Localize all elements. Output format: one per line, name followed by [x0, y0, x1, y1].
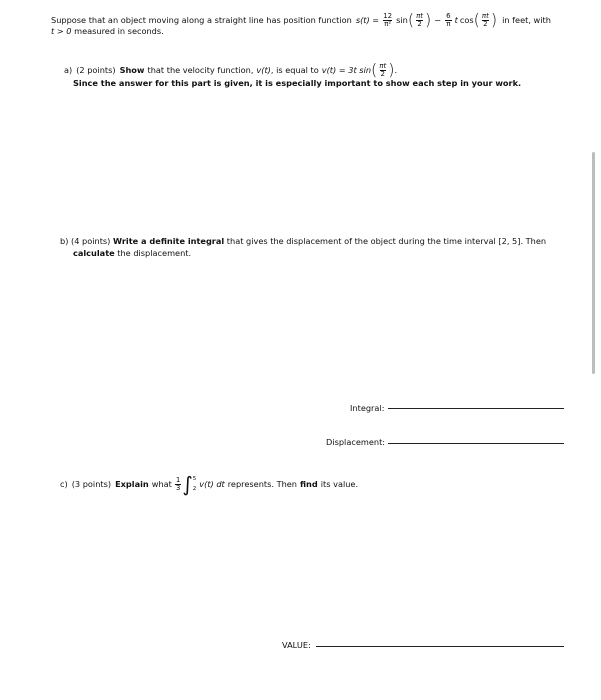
intro-tail-text: in feet, with — [502, 15, 551, 25]
velocity-arg-numerator: πt — [379, 61, 387, 70]
coefficient-fraction-2 — [445, 13, 451, 28]
part-b-verb-2: calculate — [73, 248, 115, 258]
fraction-denominator: 3 — [175, 483, 181, 492]
velocity-name: v(t) — [256, 65, 271, 75]
cos-arg-numerator: πt — [481, 11, 489, 20]
part-b-line-2 — [73, 248, 191, 258]
part-a-note: Since the answer for this part is given, it is especially important to show each step in your work. — [73, 78, 522, 88]
part-a-label: a) — [64, 65, 73, 75]
lower-limit: 2 — [192, 486, 197, 492]
part-a-line-1: a) (2 points) Show that the velocity function, v(t) , is equal to v(t) = 3t sin ( $\frac{\pi t}{2}$ ) . — [64, 60, 398, 79]
upper-limit: 5 — [192, 475, 197, 482]
part-b-points: (4 points) — [71, 236, 111, 246]
velocity-arg-denominator: 2 — [380, 69, 385, 78]
cos-argument — [481, 13, 490, 28]
part-b-line-1 — [60, 236, 546, 246]
part-c-points: (3 points) — [71, 479, 112, 489]
problem-statement-line-1: Suppose that an object moving along a straight line has position function s(t) = $\frac{12}{\text{π²}}$ sin ( $\frac{\pi t}{2}$ ) − $\frac{6}{\pi}$ t cos ( $\frac{\pi t}{2}$ ) in feet, with — [51, 10, 551, 29]
part-c-line-1 — [60, 469, 358, 499]
displacement-answer-line[interactable] — [388, 443, 564, 444]
velocity-expression: v(t) = 3t sin — [321, 65, 372, 75]
cos-arg-denominator: 2 — [483, 19, 488, 28]
part-a-verb: Show — [119, 65, 145, 75]
value-label: VALUE: — [282, 640, 311, 650]
part-c-text-3: its value. — [320, 479, 359, 489]
cos-function: cos — [459, 15, 474, 25]
part-c-text: what — [151, 479, 172, 489]
minus-sign: − — [434, 15, 442, 25]
part-c-label: c) — [60, 479, 68, 489]
sin-arg-denominator: 2 — [417, 19, 422, 28]
coefficient-fraction-1 — [382, 13, 393, 28]
time-units-text: measured in seconds. — [74, 26, 164, 36]
part-b-text: that gives the displacement of the object during the time interval — [226, 236, 496, 246]
coef1-denominator: π² — [384, 19, 392, 28]
part-b-text-3: the displacement. — [117, 248, 192, 258]
sin-argument — [415, 13, 424, 28]
time-condition: t > 0 — [51, 26, 72, 36]
part-a-points: (2 points) — [76, 65, 116, 75]
velocity-sin-argument — [378, 63, 387, 78]
part-b-label: b) — [60, 236, 69, 246]
part-a-text-2: , is equal to — [270, 65, 319, 75]
part-a-text: that the velocity function, — [147, 65, 254, 75]
part-b-verb: Write a definite integral — [112, 236, 225, 246]
integral-limits — [193, 474, 197, 495]
integral-label: Integral: — [350, 403, 385, 413]
part-c-verb-2: find — [299, 479, 318, 489]
part-c-text-2: represents. Then — [227, 479, 297, 489]
sin-function: sin — [396, 15, 408, 25]
displacement-label: Displacement: — [326, 437, 386, 447]
vertical-scrollbar[interactable] — [592, 152, 595, 374]
one-third-fraction — [175, 477, 181, 492]
part-a-end: . — [394, 65, 398, 75]
integrand: v(t) dt — [199, 479, 225, 489]
integral-sign: ∫ — [182, 472, 193, 496]
problem-statement-line-2 — [51, 26, 164, 36]
value-answer-line[interactable] — [316, 646, 564, 647]
coef1-numerator: 12 — [383, 11, 393, 20]
coef2-denominator: π — [446, 19, 451, 28]
fraction-numerator: 1 — [175, 475, 181, 484]
part-b-text-2: . Then — [520, 236, 547, 246]
coef2-numerator: 6 — [446, 11, 451, 20]
intro-lead-text: Suppose that an object moving along a straight line has position function — [51, 15, 352, 25]
sin-arg-numerator: πt — [416, 11, 424, 20]
time-interval: [2, 5] — [498, 236, 521, 246]
integral-answer-line[interactable] — [388, 408, 564, 409]
part-c-verb: Explain — [115, 479, 149, 489]
position-function-lhs: s(t) = — [355, 15, 380, 25]
variable-t: t — [454, 15, 458, 25]
